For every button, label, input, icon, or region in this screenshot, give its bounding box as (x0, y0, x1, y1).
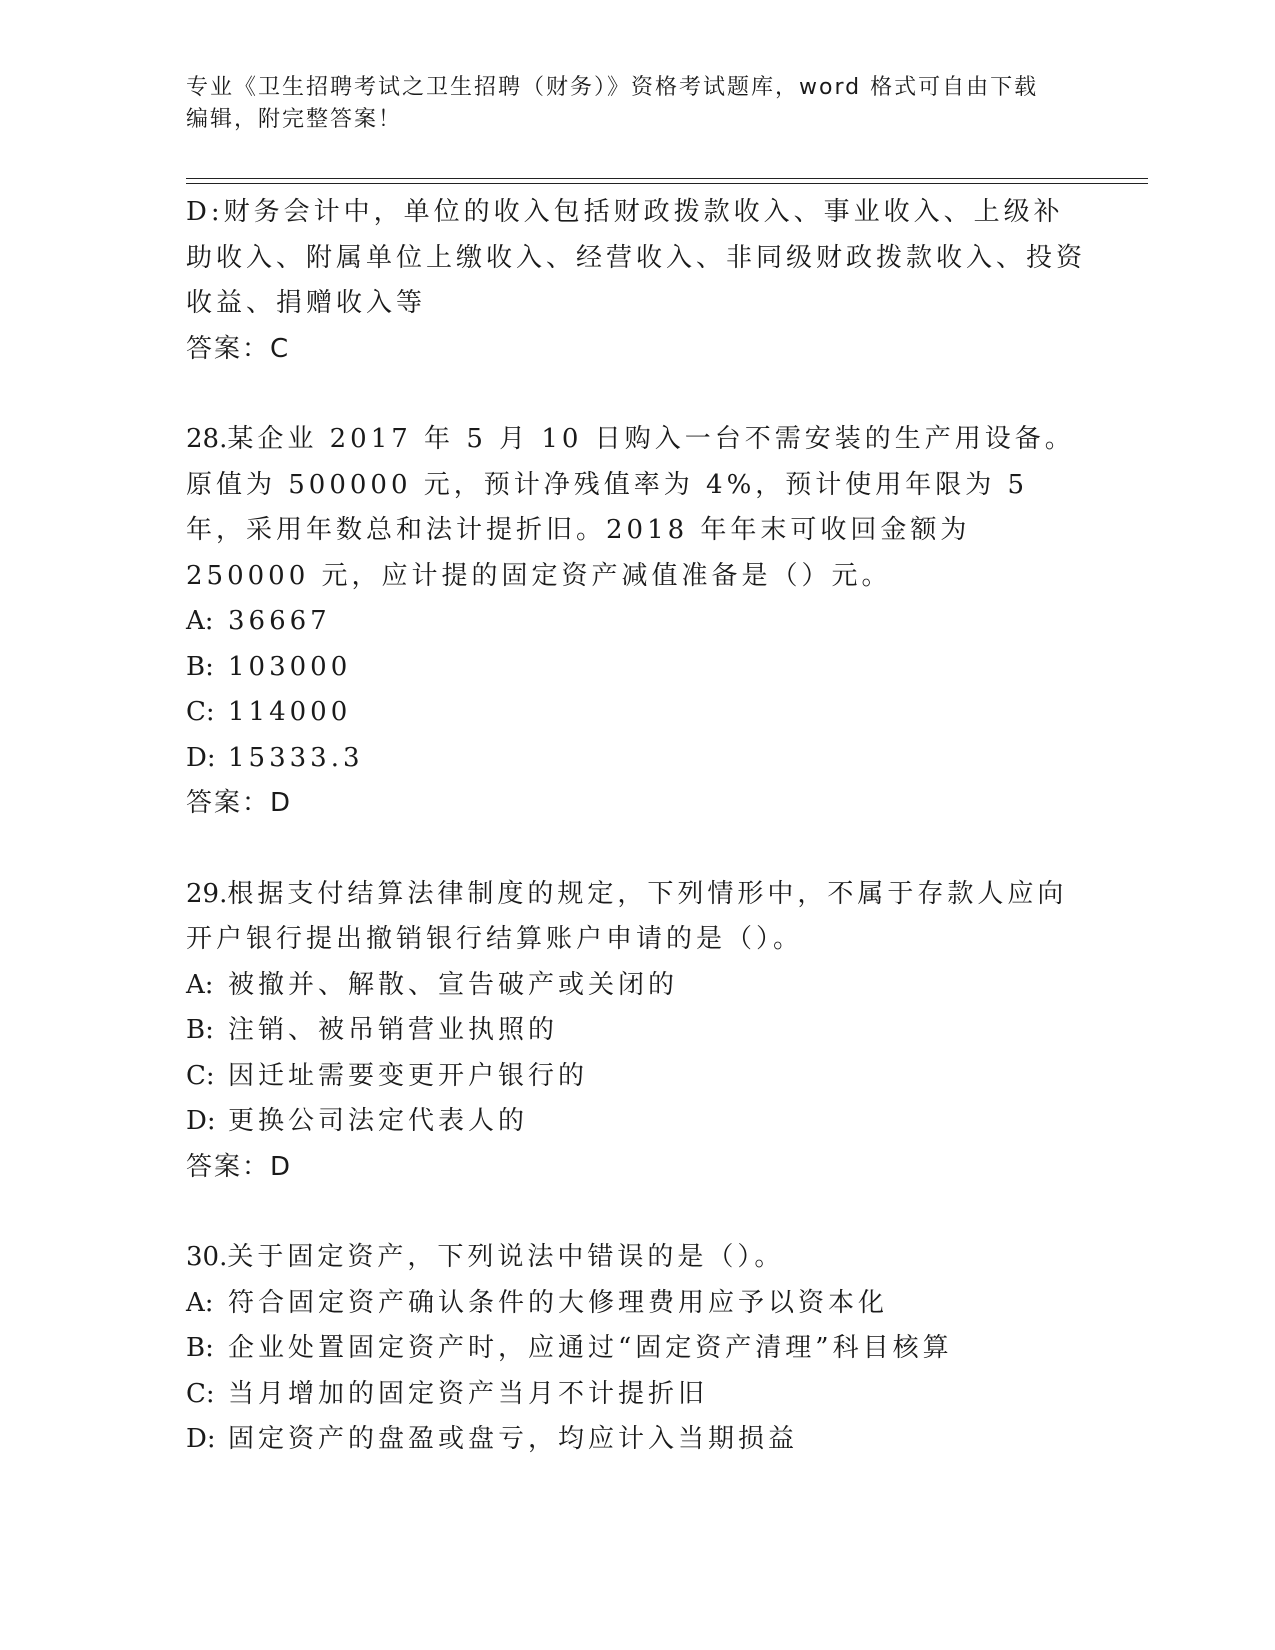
question-27-tail (186, 190, 1086, 372)
option-c: C: 当月增加的固定资产当月不计提折旧 (186, 1378, 709, 1409)
question-text: 关于固定资产，下列说法中错误的是（）。 (227, 1242, 785, 1272)
option-b: B: 103000 (186, 651, 352, 682)
option-a: A: 被撤并、解散、宣告破产或关闭的 (186, 969, 679, 1000)
header-divider-second (186, 183, 1148, 184)
option-b: B: 注销、被吊销营业执照的 (186, 1015, 559, 1045)
option-b: B: 企业处置固定资产时，应通过“固定资产清理”科目核算 (186, 1333, 953, 1363)
option-d: D: 更换公司法定代表人的 (186, 1106, 529, 1136)
question-stem (186, 1235, 1086, 1281)
option-d-text: 财务会计中，单位的收入包括财政拨款收入、事业收入、上级补助收入、附属单位上缴收入、经营收入、非同级财政拨款收入、投资收益、捐赠收入等 (186, 197, 1087, 318)
option-a: A: 36667 (186, 606, 331, 636)
question-28 (186, 417, 1086, 827)
question-text: 某企业 2017 年 5 月 10 日购入一台不需安装的生产用设备。原值为 500000 元，预计净残值率为 4%，预计使用年限为 5 年，采用年数总和法计提折旧。2018 年年末可收回金额为 250000 元，应计提的固定资产减值准备是（）元。 (186, 424, 1075, 591)
question-number: 30. (186, 1242, 228, 1272)
option-d: D: 15333.3 (186, 742, 364, 773)
document-body (186, 190, 1086, 1463)
option-d: D: 固定资产的盘盈或盘亏，均应计入当期损益 (186, 1424, 799, 1454)
question-stem (186, 872, 1086, 963)
option-a: A: 符合固定资产确认条件的大修理费用应予以资本化 (186, 1287, 889, 1318)
question-number: 28. (186, 424, 228, 454)
question-stem (186, 417, 1086, 599)
option-c: C: 114000 (186, 697, 352, 727)
option-c: C: 因迁址需要变更开户银行的 (186, 1060, 589, 1091)
header-divider (186, 178, 1148, 179)
header-line-1: 专业《卫生招聘考试之卫生招聘（财务）》资格考试题库，word 格式可自由下载 (186, 75, 1039, 100)
answer: 答案：C (186, 333, 291, 364)
question-text: 根据支付结算法律制度的规定，下列情形中，不属于存款人应向开户银行提出撤销银行结算账户申请的是（）。 (186, 878, 1068, 954)
question-29 (186, 872, 1086, 1191)
answer: 答案：D (186, 1151, 293, 1182)
header-line-2: 编辑，附完整答案！ (186, 107, 403, 132)
document-header (186, 72, 1086, 136)
question-number: 29. (186, 878, 228, 909)
answer: 答案：D (186, 788, 293, 818)
option-d: D:财务会计中，单位的收入包括财政拨款收入、事业收入、上级补助收入、附属单位上缴收入、经营收入、非同级财政拨款收入、投资收益、捐赠收入等 (186, 197, 1087, 318)
question-30 (186, 1235, 1086, 1463)
